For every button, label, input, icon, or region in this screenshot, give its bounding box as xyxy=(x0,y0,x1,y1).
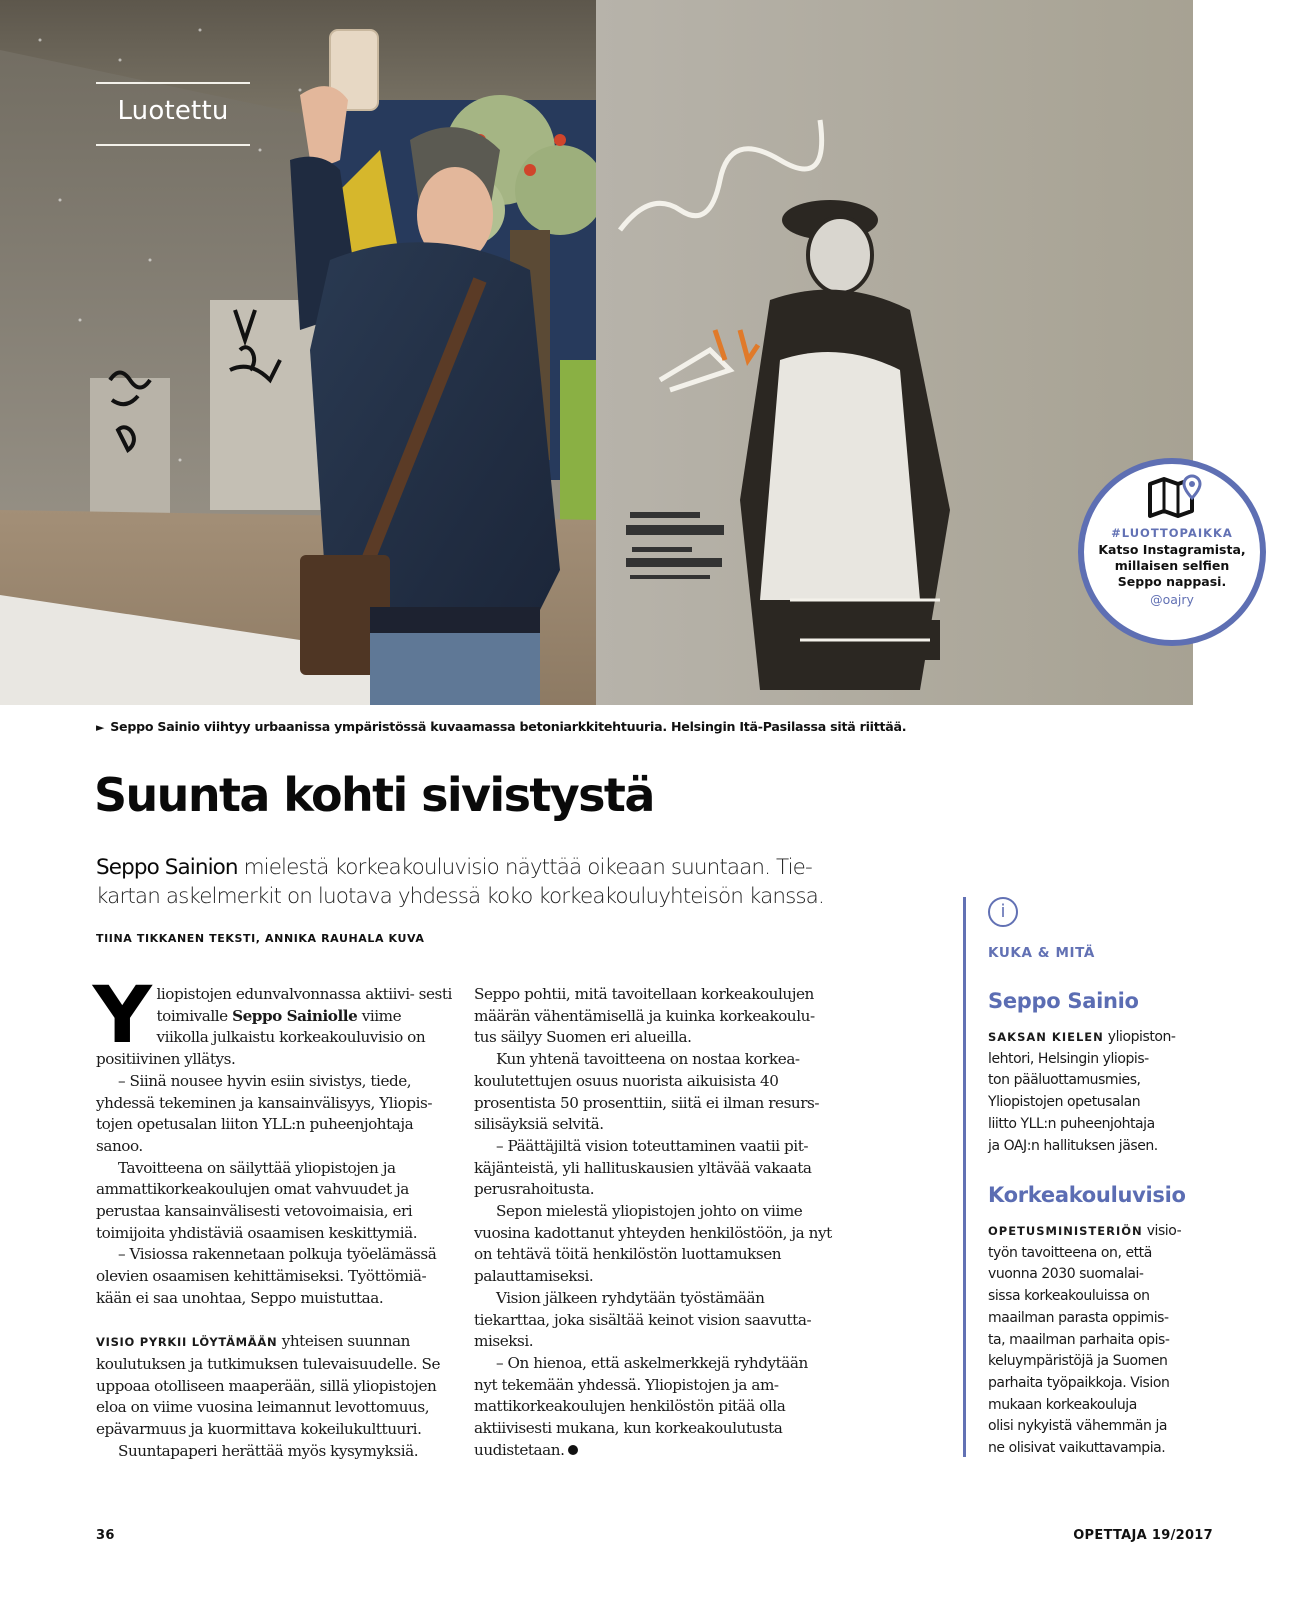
sidebar-label: KUKA & MITÄ xyxy=(988,945,1095,961)
caption-arrow-icon: ► xyxy=(96,721,105,734)
caption-text: Seppo Sainio viihtyy urbaanissa ympäristössä kuvaamassa betoniarkkitehtuuria. Helsingin Itä-Pasilassa sitä riittää. xyxy=(110,719,907,734)
paragraph-text: – On hienoa, että askelmerkkejä ryhdytään nyt tekemään yhdessä. Yliopistojen ja am- mattikorkeakoulujen henkilöstön pitää olla aktiivisesti mukana, kun korkeakoulutusta uudistetaan. xyxy=(474,1353,808,1459)
paragraph: Sepon mielestä yliopistojen johto on viime vuosina kadottanut yhteyden henkilöstöön, ja nyt on tehtävä töitä henkilöstön luottamuksen palauttamiseksi. xyxy=(474,1202,832,1286)
sidebar-line: Yliopistojen opetusalan xyxy=(988,1094,1141,1111)
paragraph-text: liopistojen edunvalvonnassa aktiivi- sesti toimivalle xyxy=(156,985,452,1025)
paragraph-text: viime viikolla julkaistu korkeakouluvisio on positiivinen yllätys. xyxy=(96,1006,426,1069)
lead-text-1: mielestä korkeakouluvisio näyttää oikeaan suuntaan. Tie- xyxy=(237,855,812,880)
sidebar-heading-person: Seppo Sainio xyxy=(988,989,1139,1013)
paragraph-text: yhteisen suunnan koulutuksen ja tutkimuksen tulevaisuudelle. Se uppoaa otolliseen maaperään, sillä yliopistojen eloa on viime vuosina leimannut levottomuus, epävarmuus ja kuormittava kokeilukulttuuri. xyxy=(96,1332,441,1439)
sidebar-line: ja OAJ:n hallituksen jäsen. xyxy=(988,1137,1158,1154)
instagram-handle[interactable]: @oajry xyxy=(1150,592,1194,607)
sidebar-line: lehtori, Helsingin yliopis- xyxy=(988,1050,1149,1067)
info-sidebar xyxy=(963,897,1216,1457)
paragraph xyxy=(96,1331,456,1441)
sidebar-line: keluympäristöjä ja Suomen xyxy=(988,1353,1168,1370)
sidebar-person-text xyxy=(988,1027,1198,1157)
paragraph: – Päättäjiltä vision toteuttaminen vaatii pit- käjänteistä, yli hallituskausien yltävää vakaata perusrahoitusta. xyxy=(474,1136,812,1199)
sidebar-line: mukaan korkeakouluja xyxy=(988,1396,1137,1413)
sidebar-line: visio- xyxy=(1146,1223,1182,1239)
map-pin-icon xyxy=(1142,474,1206,524)
article-lead xyxy=(96,853,836,911)
paragraph: – Visiossa rakennetaan polkuja työelämässä olevien osaamisen kehittämiseksi. Työttömiä- kään ei saa unohtaa, Seppo muistuttaa. xyxy=(96,1245,437,1307)
byline: TIINA TIKKANEN TEKSTI, ANNIKA RAUHALA KUVA xyxy=(96,932,425,945)
sidebar-heading-vision: Korkeakouluvisio xyxy=(988,1183,1186,1207)
end-mark-icon xyxy=(568,1445,578,1455)
sidebar-line: ta, maailman parhaita opis- xyxy=(988,1331,1170,1348)
sidebar-line: ton pääluottamusmies, xyxy=(988,1072,1141,1089)
sidebar-line: olisi nykyistä vähemmän ja xyxy=(988,1418,1168,1435)
paragraph: Seppo pohtii, mitä tavoitellaan korkeakoulujen määrän vähentämisellä ja kuinka korkeakoulu- tus säilyy Suomen eri alueilla. xyxy=(474,985,815,1047)
photo-caption xyxy=(96,719,906,734)
person-name: Seppo Sainiolle xyxy=(232,1006,358,1025)
article-column-1 xyxy=(92,971,456,1462)
sidebar-line: sissa korkeakouluissa on xyxy=(988,1288,1150,1305)
subhead-caps: VISIO PYRKII LÖYTÄMÄÄN xyxy=(96,1335,278,1350)
article-column-2 xyxy=(474,984,834,1461)
sidebar-line: liitto YLL:n puheenjohtaja xyxy=(988,1115,1155,1132)
sidebar-line: parhaita työpaikkoja. Vision xyxy=(988,1374,1170,1391)
paragraph: Kun yhtenä tavoitteena on nostaa korkea- koulutettujen osuus nuorista aikuisista 40 prosentista 50 prosenttiin, siitä ei ilman resurs- silisäyksiä selvitä. xyxy=(474,1050,820,1134)
sidebar-line: työn tavoitteena on, että xyxy=(988,1244,1152,1261)
sidebar-vision-text xyxy=(988,1221,1198,1460)
publication-issue: OPETTAJA 19/2017 xyxy=(1073,1528,1213,1543)
paragraph: Vision jälkeen ryhdytään työstämään tiekarttaa, joka sisältää keinot vision saavutta- miseksi. xyxy=(474,1288,812,1351)
pillar xyxy=(210,300,325,510)
kicker-label: Luotettu xyxy=(117,96,229,126)
luottopaikka-badge xyxy=(1078,458,1266,646)
badge-line: millaisen selfien xyxy=(1114,558,1230,573)
sidebar-caps: OPETUSMINISTERIÖN xyxy=(988,1224,1143,1238)
drop-cap: Y xyxy=(92,971,150,1061)
kicker-rule-bottom xyxy=(96,144,250,146)
badge-line: Katso Instagramista, xyxy=(1098,542,1246,557)
info-icon: i xyxy=(988,897,1018,927)
paragraph: Tavoitteena on säilyttää yliopistojen ja ammattikorkeakoulujen omat vahvuudet ja perustaa kansainvälisesti vetovoimaisia, eri toimijoita yhdistäviä osaamisen keskittymiä. xyxy=(96,1158,418,1242)
sidebar-line: ne olisivat vaikuttavampia. xyxy=(988,1440,1166,1457)
sidebar-line: maailman parasta oppimis- xyxy=(988,1309,1169,1326)
paragraph xyxy=(92,971,456,1071)
paragraph xyxy=(474,1353,834,1462)
section-kicker xyxy=(96,82,250,146)
kicker-rule-top xyxy=(96,82,250,84)
badge-line: Seppo nappasi. xyxy=(1117,574,1227,589)
sidebar-line: yliopiston- xyxy=(1107,1029,1176,1045)
sidebar-caps: SAKSAN KIELEN xyxy=(988,1030,1104,1044)
badge-text xyxy=(1084,542,1260,590)
paragraph: Suuntapaperi herättää myös kysymyksiä. xyxy=(118,1441,419,1460)
article-headline: Suunta kohti sivistystä xyxy=(94,768,654,822)
mural-green xyxy=(560,360,600,540)
badge-hashtag: #LUOTTOPAIKKA xyxy=(1111,526,1233,540)
lead-name: Seppo Sainion xyxy=(96,855,238,880)
page-number: 36 xyxy=(96,1528,115,1543)
hero-photo xyxy=(0,0,1193,705)
sidebar-line: vuonna 2030 suomalai- xyxy=(988,1266,1144,1283)
lead-text-2: kartan askelmerkit on luotava yhdessä koko korkeakouluyhteisön kanssa. xyxy=(96,884,824,909)
paragraph: – Siinä nousee hyvin esiin sivistys, tiede, yhdessä tekeminen ja kansainvälisyys, Yliopis- tojen opetusalan liiton YLL:n puheenjohtaja sanoo. xyxy=(96,1071,433,1155)
